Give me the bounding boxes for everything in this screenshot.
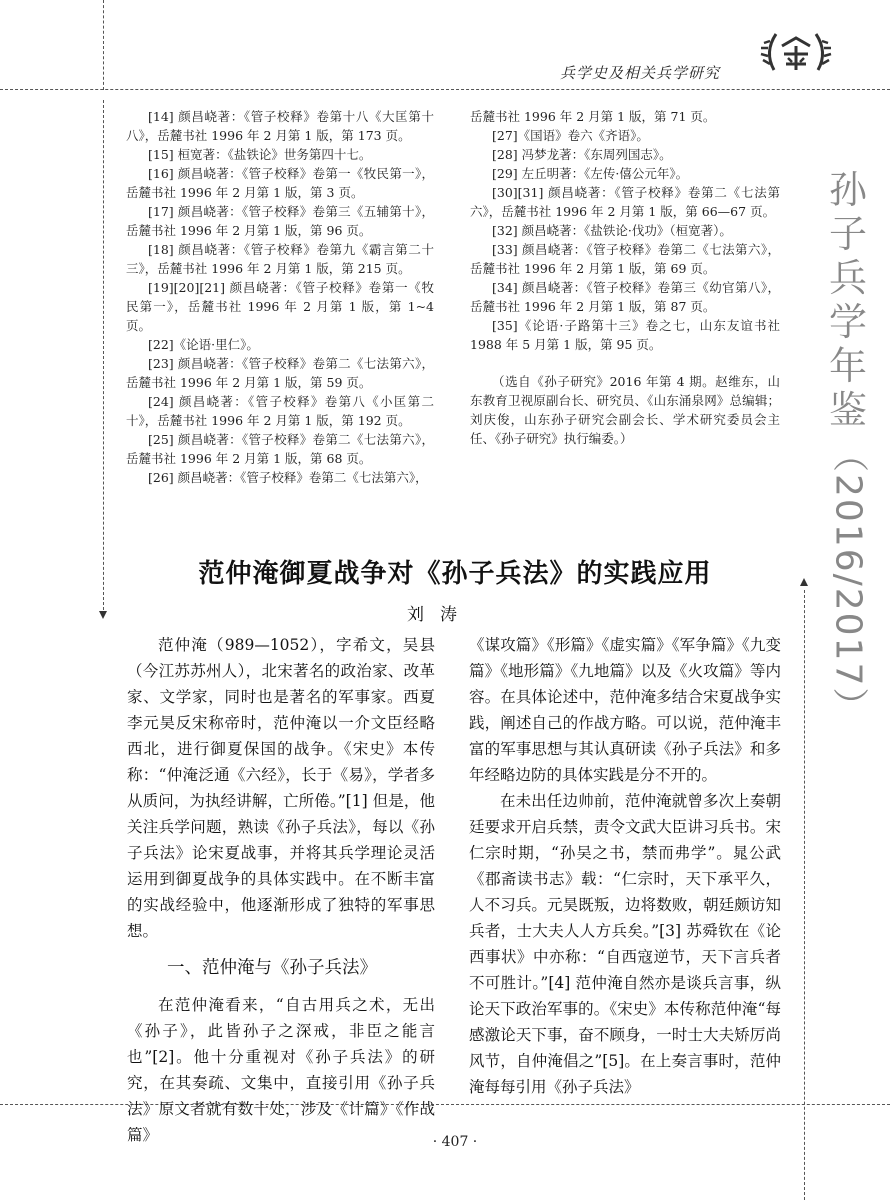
endnote-item: [35]《论语·子路第十三》卷之七，山东友谊书社 1988 年 5 月第 1 版，第 95 页。 — [470, 318, 780, 352]
side-title-char: 孙 — [828, 168, 867, 212]
endnote-item: [22]《论语·里仁》。 — [148, 337, 259, 352]
endnote-item: [30][31] 颜昌峣著：《管子校释》卷第二《七法第六》，岳麓书社 1996 年 2 月第 1 版，第 66—67 页。 — [470, 185, 780, 219]
endnote-item: [17] 颜昌峣著：《管子校释》卷第三《五辅第十》，岳麓书社 1996 年 2 月第 1 版，第 96 页。 — [126, 204, 434, 238]
endnote-item: [28] 冯梦龙著：《东周列国志》。 — [492, 147, 672, 162]
endnote-item: [15] 桓宽著：《盐铁论》世务第四十七。 — [148, 147, 372, 162]
endnote-item: [27]《国语》卷六《齐语》。 — [492, 128, 649, 143]
crop-guide-right — [804, 590, 805, 1200]
side-title-char: 兵 — [828, 256, 867, 300]
side-title-char: 学 — [828, 300, 867, 344]
article-title: 范仲淹御夏战争对《孙子兵法》的实践应用 — [198, 559, 712, 589]
article-author: 刘涛 — [407, 605, 473, 625]
endnote-item: [24] 颜昌峣著：《管子校释》卷第八《小匡第二十》，岳麓书社 1996 年 2 月第 1 版，第 192 页。 — [126, 394, 434, 428]
endnotes-right-column — [470, 107, 780, 448]
endnote-item: [16] 颜昌峣著：《管子校释》卷第一《牧民第一》，岳麓书社 1996 年 2 月第 1 版，第 3 页。 — [126, 166, 434, 200]
endnote-item: [14] 颜昌峣著：《管子校释》卷第十八《大匡第十八》，岳麓书社 1996 年 2 月第 1 版，第 173 页。 — [126, 109, 434, 143]
section-heading: 一、范仲淹与《孙子兵法》 — [167, 958, 377, 978]
yearbook-side-title — [812, 168, 884, 725]
endnotes-left-column — [126, 107, 434, 487]
article-body-right-column — [469, 632, 781, 1100]
crop-guide-top — [0, 89, 890, 90]
body-paragraph: 《谋攻篇》《形篇》《虚实篇》《军争篇》《九变篇》《地形篇》《九地篇》以及《火攻篇》等内容。在具体论述中，范仲淹多结合宋夏战争实践，阐述自己的作战方略。可以说，范仲淹丰富的军事思想与其认真研读《孙子兵法》和多年经略边防的具体实践是分不开的。 — [469, 636, 781, 784]
page-number: · 407 · — [432, 1134, 478, 1150]
body-paragraph: 范仲淹（989—1052），字希文，吴县（今江苏苏州人），北宋著名的政治家、改革家、文学家，同时也是著名的军事家。西夏李元昊反宋称帝时，范仲淹以一介文臣经略西北，进行御夏保国的战争。《宋史》本传称：“仲淹泛通《六经》，长于《易》，学者多从质问，为执经讲解，亡所倦。”[1] 但是，他关注兵学问题，熟读《孙子兵法》，每以《孙子兵法》论宋夏战事，并将其兵学理论灵活运用到御夏战争的具体实践中。在不断丰富的实战经验中，他逐渐形成了独特的军事思想。 — [127, 636, 435, 940]
yearbook-logo-icon — [760, 24, 832, 80]
endnote-item: [26] 颜昌峣著：《管子校释》卷第二《七法第六》， — [148, 470, 428, 485]
endnote-item: [34] 颜昌峣著：《管子校释》卷第三《幼官第八》，岳麓书社 1996 年 2 月第 1 版，第 87 页。 — [470, 280, 780, 314]
endnote-item: [33] 颜昌峣著：《管子校释》卷第二《七法第六》，岳麓书社 1996 年 2 月第 1 版，第 69 页。 — [470, 242, 780, 276]
endnote-item: [32] 颜昌峣著：《盐铁论·伐功》（桓宽著）。 — [492, 223, 732, 238]
endnote-item: [19][20][21] 颜昌峣著：《管子校释》卷第一《牧民第一》，岳麓书社 1996 年 2 月第 1 版，第 1~4 页。 — [126, 280, 434, 333]
article-body-left-column — [127, 632, 435, 1148]
endnote-item: [25] 颜昌峣著：《管子校释》卷第二《七法第六》，岳麓书社 1996 年 2 月第 1 版，第 68 页。 — [126, 432, 434, 466]
crop-guide-left — [103, 0, 104, 90]
body-paragraph: 在范仲淹看来，“自古用兵之术，无出《孙子》，此皆孙子之深戒，非臣之能言也”[2]。他十分重视对《孙子兵法》的研究，在其奏疏、文集中，直接引用《孙子兵法》原文者就有数十处，涉及《计篇》《作战篇》 — [127, 996, 435, 1144]
side-title-year: （2016/2017） — [827, 436, 869, 726]
endnote-item: [18] 颜昌峣著：《管子校释》卷第九《霸言第二十三》，岳麓书社 1996 年 2 月第 1 版，第 215 页。 — [126, 242, 434, 276]
running-title: 兵学史及相关兵学研究 — [560, 64, 721, 82]
endnote-continuation: 岳麓书社 1996 年 2 月第 1 版，第 71 页。 — [470, 109, 716, 124]
source-note: （选自《孙子研究》2016 年第 4 期。赵维东，山东教育卫视原副台长、研究员、《山东涌泉网》总编辑；刘庆俊，山东孙子研究会副会长、学术研究委员会主任、《孙子研究》执行编委。） — [470, 374, 780, 446]
endnote-item: [29] 左丘明著：《左传·僖公元年》。 — [492, 166, 689, 181]
side-title-char: 子 — [828, 212, 867, 256]
body-paragraph: 在未出任边帅前，范仲淹就曾多次上奏朝廷要求开启兵禁，责令文武大臣讲习兵书。宋仁宗时期，“孙吴之书，禁而弗学”。晁公武《郡斋读书志》载：“仁宗时，天下承平久，人不习兵。元昊既叛，边将数败，朝廷颇访知兵者，士大夫人人方兵矣。”[3] 苏舜钦在《论西事状》中亦称：“自西寇逆节，天下言兵者不可胜计。”[4] 范仲淹自然亦是谈兵言事，纵论天下政治军事的。《宋史》本传称范仲淹“每感激论天下事，奋不顾身，一时士大夫矫厉尚风节，自仲淹倡之”[5]。在上奏言事时，范仲淹每每引用《孙子兵法》 — [469, 792, 781, 1096]
crop-guide-left — [103, 100, 104, 610]
endnote-item: [23] 颜昌峣著：《管子校释》卷第二《七法第六》，岳麓书社 1996 年 2 月第 1 版，第 59 页。 — [126, 356, 434, 390]
side-title-char: 鉴 — [828, 388, 867, 432]
side-title-char: 年 — [828, 344, 867, 388]
